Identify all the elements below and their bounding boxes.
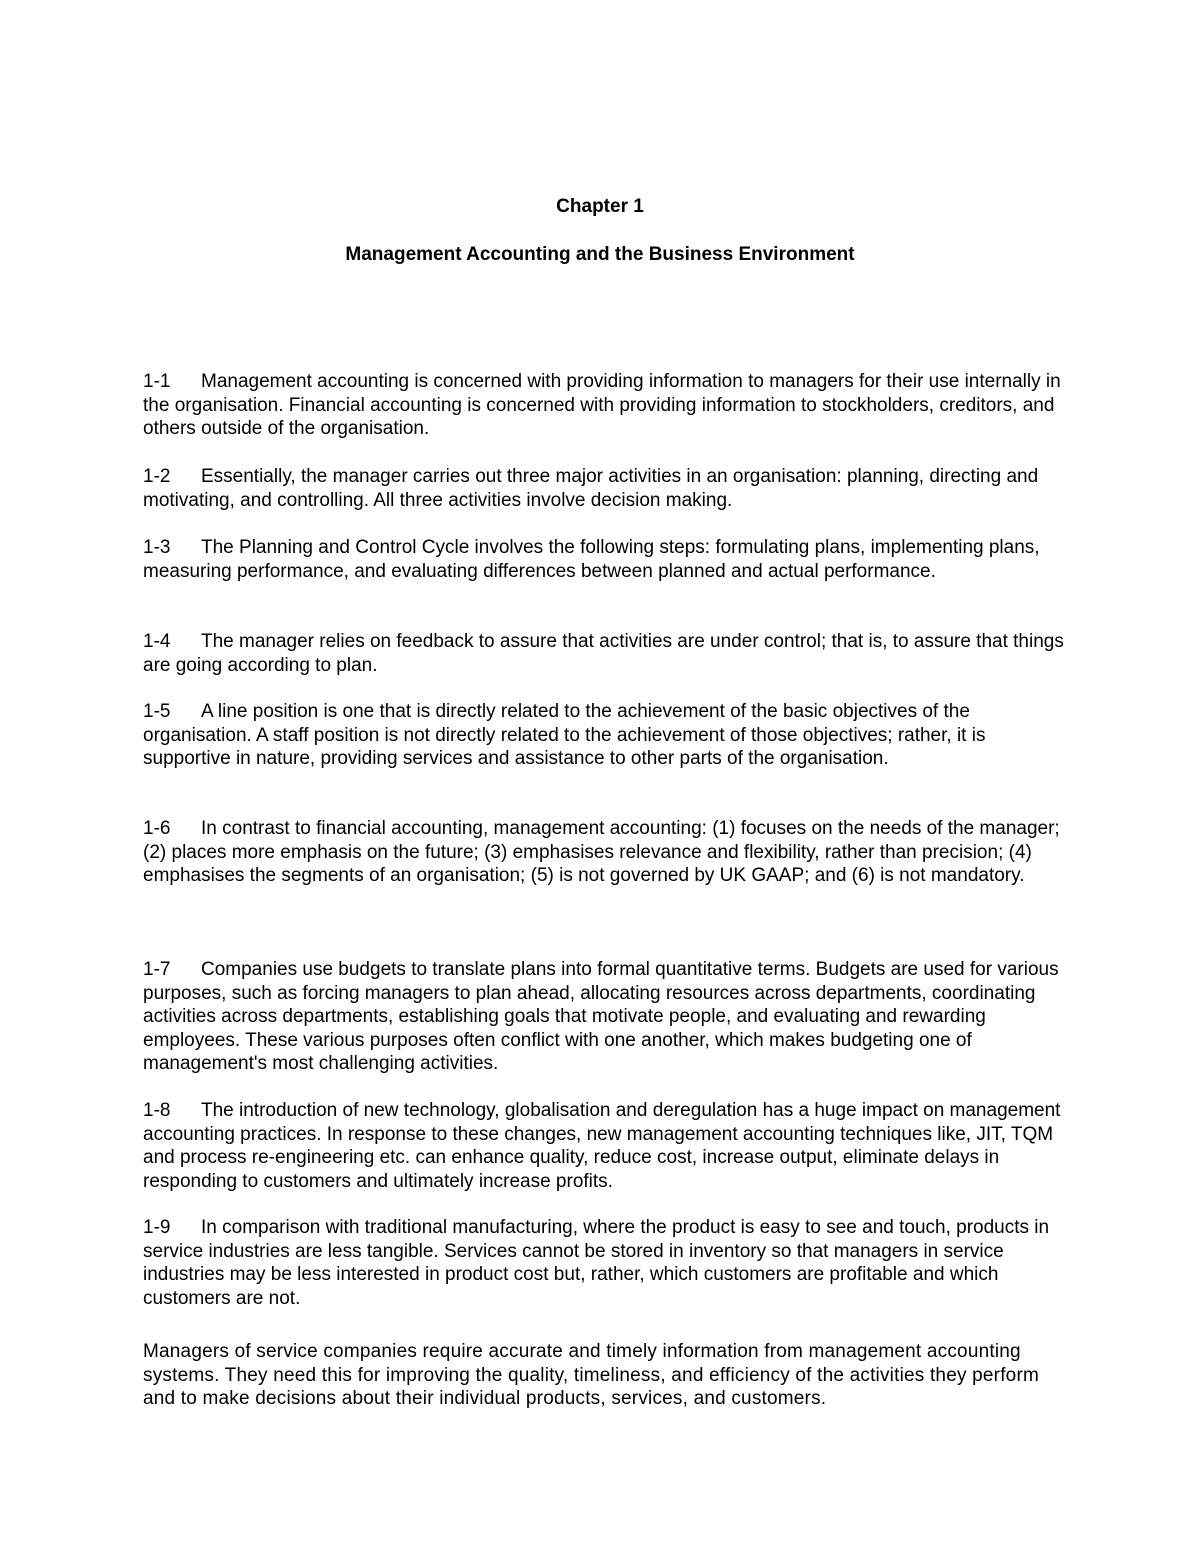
answer-item xyxy=(143,465,1073,512)
item-text: Management accounting is concerned with providing information to managers for their use internally in the organisation. Financial accounting is concerned with providing information to stockholders, creditors, and others outside of the organisation. xyxy=(143,371,1061,439)
chapter-heading: Chapter 1 xyxy=(556,196,644,217)
item-number: 1-7 xyxy=(143,959,171,980)
answer-item xyxy=(143,536,1073,583)
item-number: 1-1 xyxy=(143,371,171,392)
item-number: 1-6 xyxy=(143,818,171,839)
answer-item xyxy=(143,370,1073,441)
item-text: Essentially, the manager carries out three major activities in an organisation: planning, directing and motivating, and controlling. All three activities involve decision making. xyxy=(143,466,1039,511)
item-text: In comparison with traditional manufacturing, where the product is easy to see and touch, products in service industries are less tangible. Services cannot be stored in inventory so that managers in service industries may be less interested in product cost but, rather, which customers are profitable and which customers are not. xyxy=(143,1217,1050,1309)
item-number: 1-4 xyxy=(143,631,171,652)
answer-item xyxy=(143,630,1073,677)
answer-item xyxy=(143,1216,1073,1310)
item-text: The introduction of new technology, globalisation and deregulation has a huge impact on management accounting practices. In response to these changes, new management accounting techniques like, JIT, TQM and process re-engineering etc. can enhance quality, reduce cost, increase output, eliminate delays in responding to customers and ultimately increase profits. xyxy=(143,1100,1061,1192)
chapter-title: Management Accounting and the Business Environment xyxy=(345,244,855,265)
item-text: In contrast to financial accounting, management accounting: (1) focuses on the needs of the manager; (2) places more emphasis on the future; (3) emphasises relevance and flexibility, rather than precision; (4) emphasises the segments of an organisation; (5) is not governed by UK GAAP; and (6) is not mandatory. xyxy=(143,818,1060,886)
item-number: 1-3 xyxy=(143,537,171,558)
item-text: Companies use budgets to translate plans into formal quantitative terms. Budgets are used for various purposes, such as forcing managers to plan ahead, allocating resources across departments, coordinating activities across departments, establishing goals that motivate people, and evaluating and rewarding employees. These various purposes often conflict with one another, which makes budgeting one of management's most challenging activities. xyxy=(143,959,1059,1074)
item-text: A line position is one that is directly related to the achievement of the basic objectives of the organisation. A staff position is not directly related to the achievement of those objectives; rather, it is supportive in nature, providing services and assistance to other parts of the organisation. xyxy=(143,701,986,769)
item-number: 1-5 xyxy=(143,701,171,722)
answer-item xyxy=(143,1099,1073,1193)
item-text: The manager relies on feedback to assure that activities are under control; that is, to assure that things are going according to plan. xyxy=(143,631,1064,676)
item-text: The Planning and Control Cycle involves the following steps: formulating plans, implementing plans, measuring performance, and evaluating differences between planned and actual performance. xyxy=(143,537,1040,582)
answer-item xyxy=(143,958,1073,1076)
item-number: 1-2 xyxy=(143,466,171,487)
answer-item xyxy=(143,817,1073,888)
item-number: 1-8 xyxy=(143,1100,171,1121)
answer-item xyxy=(143,700,1073,771)
item-number: 1-9 xyxy=(143,1217,171,1238)
closing-paragraph: Managers of service companies require accurate and timely information from management accounting systems. They need this for improving the quality, timeliness, and efficiency of the activities they perform and to make decisions about their individual products, services, and customers. xyxy=(143,1341,1039,1409)
